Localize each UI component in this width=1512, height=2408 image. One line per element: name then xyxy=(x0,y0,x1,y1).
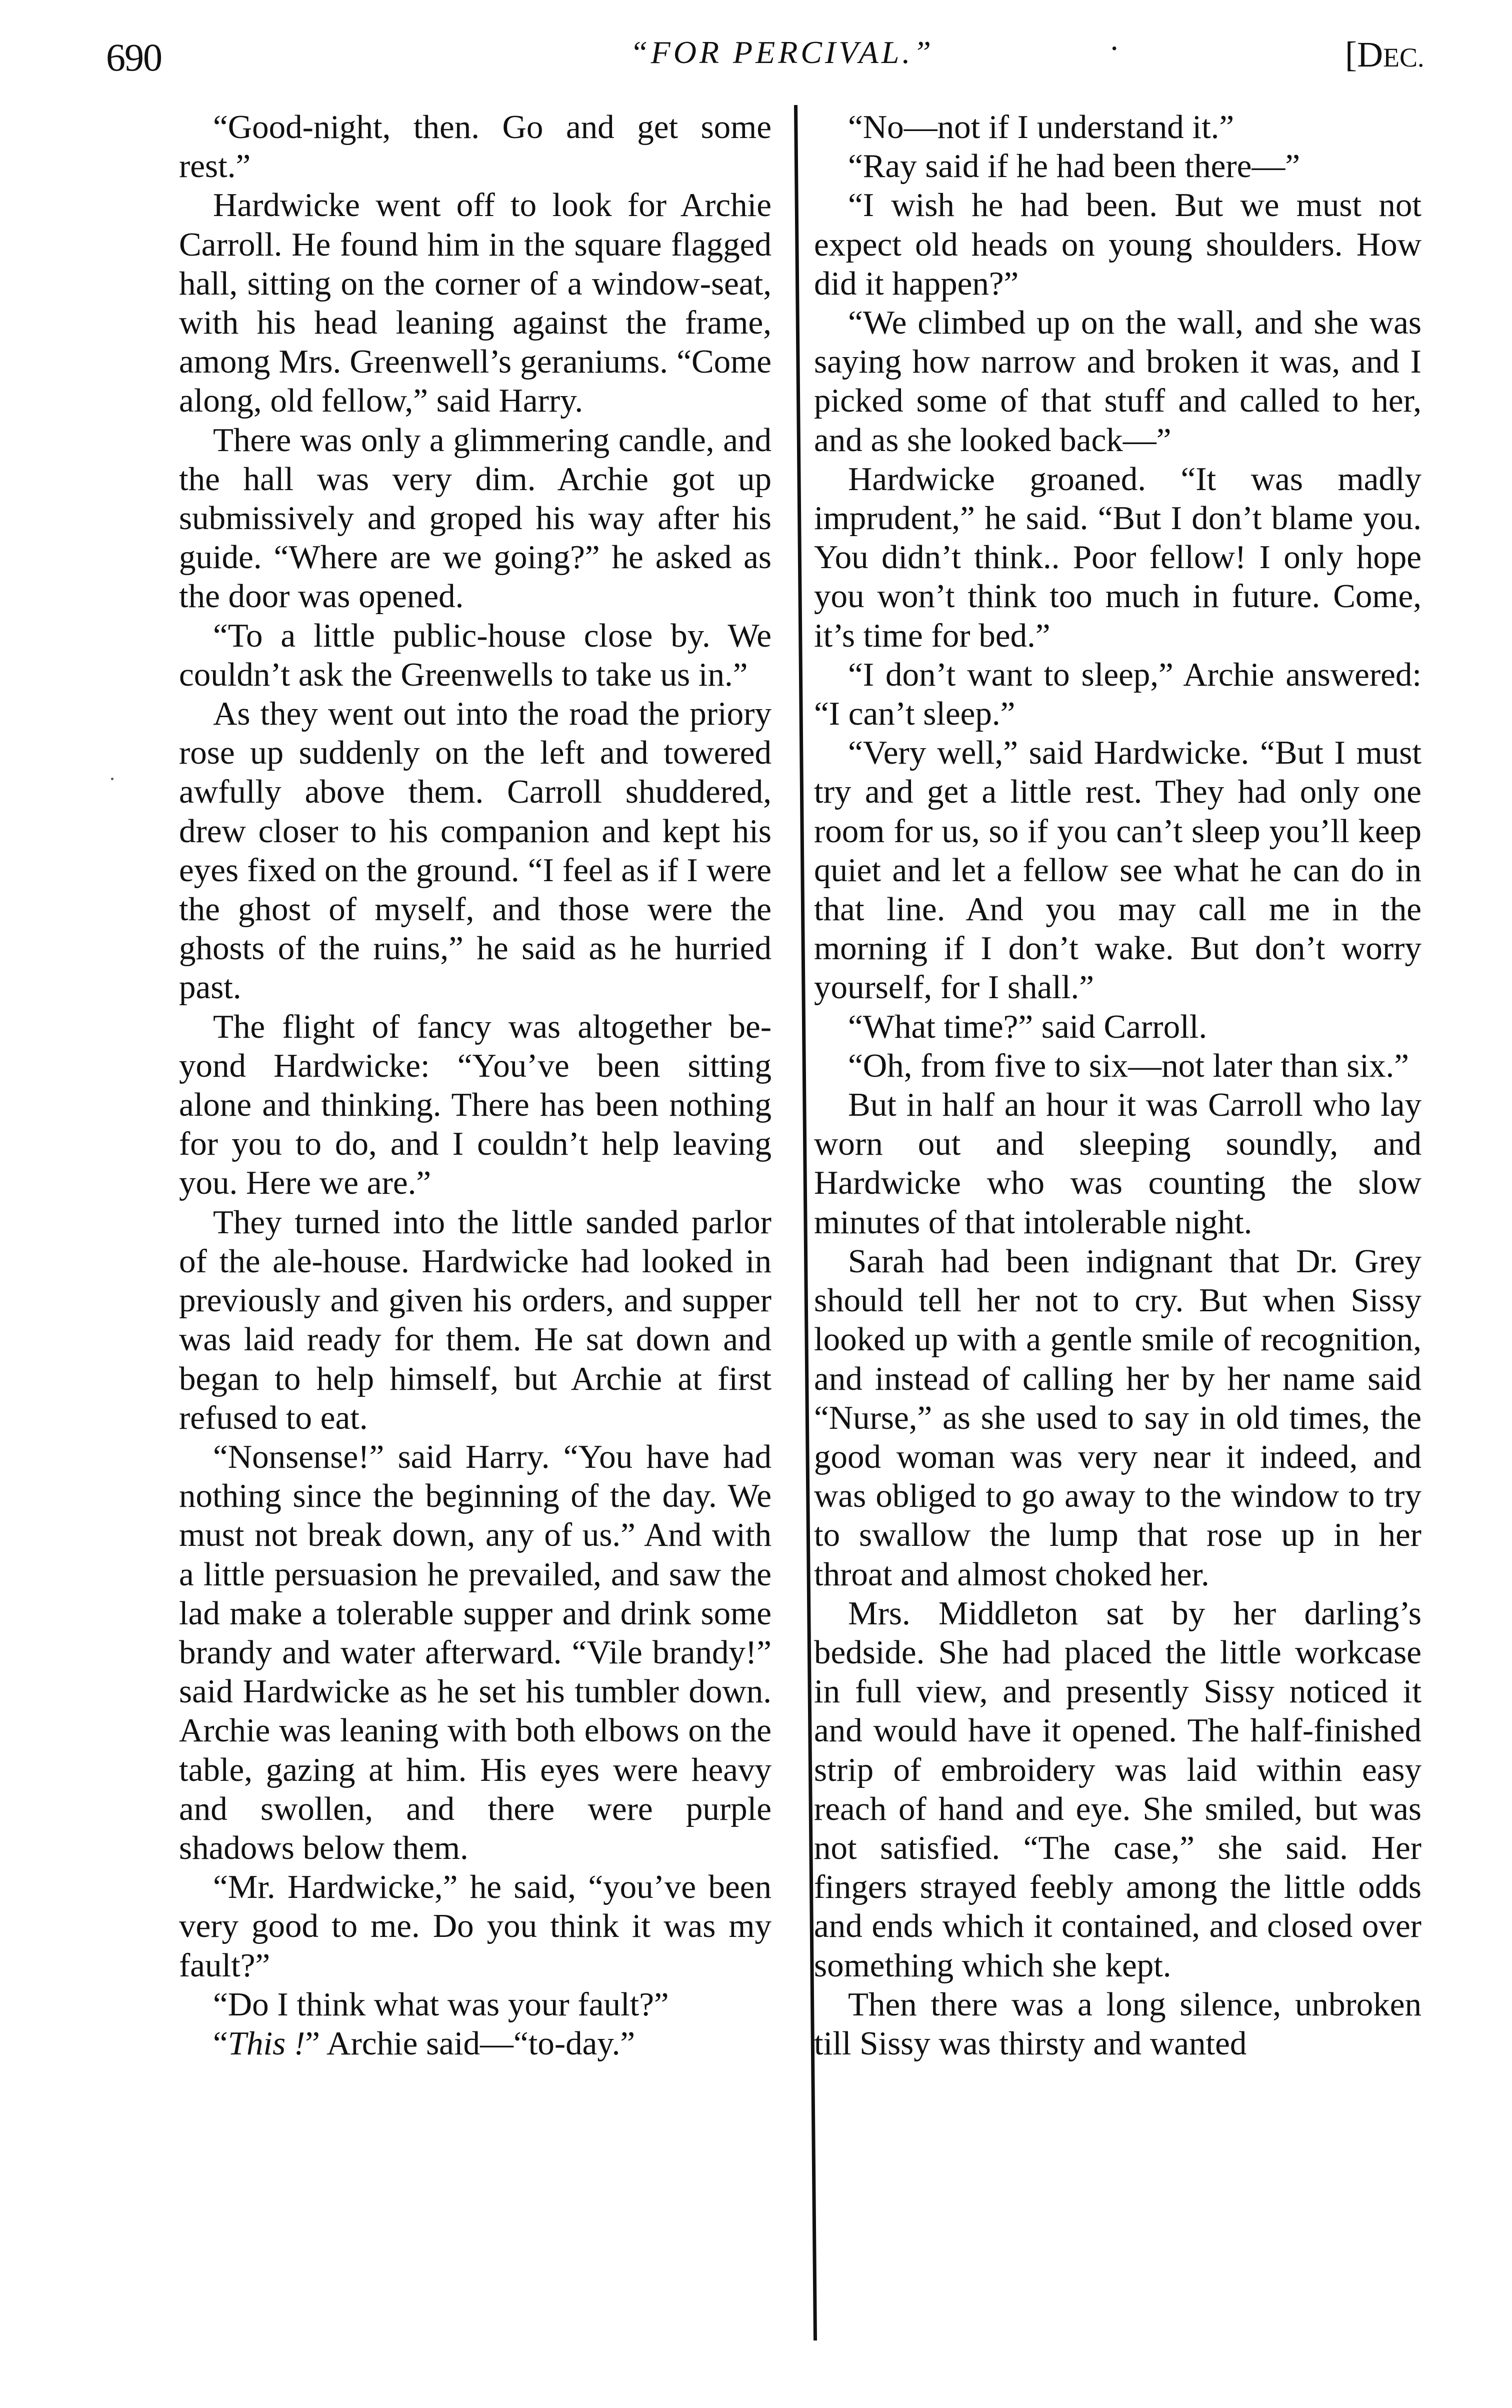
open-quote: “ xyxy=(213,2024,228,2062)
left-column xyxy=(179,108,772,2063)
running-title: “FOR PERCIVAL.” xyxy=(630,35,934,70)
paragraph: Mrs. Middleton sat by her darling’s bedside. She had placed the little workcase in full view, and presently Sissy noticed it and would have it opened. The half-finished strip of embroidery was laid within easy reach of hand and eye. She smiled, but was not satisfied. “The case,” she said. Her fingers strayed feebly among the little odds and ends which it contained, and closed over something which she kept. xyxy=(814,1594,1422,1984)
paragraph: “Nonsense!” said Harry. “You have had nothing since the beginning of the day. We must not break down, any of us.” And with a little persuasion he prevailed, and saw the lad make a tolerable supper and drink some brandy and water afterward. “Vile brandy!” said Hardwicke as he set his tumbler down. Archie was leaning with both elbows on the table, gazing at him. His eyes were heavy and swollen, and there were purple shadows below them. xyxy=(179,1438,772,1866)
stray-mark: · xyxy=(1109,31,1120,66)
paragraph: “Do I think what was your fault?” xyxy=(213,1985,669,2023)
paragraph: “Good-night, then. Go and get some rest.” xyxy=(179,109,772,185)
paragraph: The flight of fancy was altogether beyond Hardwicke: “You’ve been sitting alone and thinking. There has been nothing for you to do, and I couldn’t help leaving you. Here we are.” xyxy=(179,1008,772,1202)
section-mark xyxy=(1345,34,1424,76)
paragraph: Then there was a long silence, unbroken till Sissy was thirsty and wanted xyxy=(814,1985,1422,2062)
paragraph: “What time?” said Carroll. xyxy=(848,1008,1208,1045)
paragraph: “Ray said if he had been there—” xyxy=(848,148,1300,185)
paragraph: “Very well,” said Hardwicke. “But I must try and get a little rest. They had only one room for us, so if you can’t sleep you’ll keep quiet and let a fellow see what he can do in that line. And you may call me in the morning if I don’t wake. But don’t worry yourself, for I shall.” xyxy=(814,734,1422,1006)
page-number: 690 xyxy=(106,36,162,79)
section-mark-initial: [D xyxy=(1345,35,1383,75)
paragraph: As they went out into the road the priory rose up suddenly on the left and towered awfully above them. Carroll shuddered, drew closer to his companion and kept his eyes fixed on the ground. “I feel as if I were the ghost of myself, and those were the ghosts of the ruins,” he said as he hurried past. xyxy=(179,695,772,1006)
paragraph: They turned into the little sanded parlor of the ale-house. Hardwicke had looked in previously and given his orders, and supper was laid ready for them. He sat down and began to help himself, but Archie at first refused to eat. xyxy=(179,1203,772,1436)
paragraph: Sarah had been indignant that Dr. Grey should tell her not to cry. But when Sissy looked up with a gentle smile of recognition, and instead of calling her by her name said “Nurse,” as she used to say in old times, the good woman was very near it indeed, and was obliged to go away to the window to try to swallow the lump that rose up in her throat and almost choked her. xyxy=(814,1242,1422,1593)
paragraph-rest: ” Archie said—“to-day.” xyxy=(305,2024,636,2062)
paragraph: “I wish he had been. But we must not expect old heads on young shoulders. How did it happen?” xyxy=(814,187,1422,302)
running-header xyxy=(0,30,1512,85)
right-column xyxy=(814,108,1422,2063)
print-speck xyxy=(111,778,114,780)
paragraph-last xyxy=(179,2024,772,2063)
paragraph: “Oh, from five to six—not later than six.” xyxy=(848,1047,1409,1084)
paragraph: “To a little public-house close by. We couldn’t ask the Greenwells to take us in.” xyxy=(179,617,772,693)
paragraph: “I don’t want to sleep,” Archie answered: “I can’t sleep.” xyxy=(814,656,1422,733)
paragraph: Hardwicke went off to look for Archie Carroll. He found him in the square flagged hall, sitting on the corner of a window-seat, with his head leaning against the frame, among Mrs. Greenwell’s geraniums. “Come along, old fellow,” said Harry. xyxy=(179,187,772,420)
paragraph: There was only a glimmering candle, and the hall was very dim. Archie got up submissively and groped his way after his guide. “Where are we going?” he asked as the door was opened. xyxy=(179,421,772,615)
italic-emphasis: This ! xyxy=(228,2024,306,2062)
paragraph: “We climbed up on the wall, and she was saying how narrow and broken it was, and I picked some of that stuff and called to her, and as she looked back—” xyxy=(814,304,1422,459)
paragraph: “No—not if I understand it.” xyxy=(848,109,1234,146)
paragraph: Hardwicke groaned. “It was madly imprudent,” he said. “But I don’t blame you. You didn’t think.. Poor fellow! I only hope you won’t think too much in future. Come, it’s time for bed.” xyxy=(814,460,1422,654)
paragraph: But in half an hour it was Carroll who lay worn out and sleeping soundly, and Hardwicke who was counting the slow minutes of that intolerable night. xyxy=(814,1086,1422,1241)
section-mark-smallcaps: EC. xyxy=(1382,43,1424,73)
paragraph: “Mr. Hardwicke,” he said, “you’ve been very good to me. Do you think it was my fault?” xyxy=(179,1868,772,1984)
